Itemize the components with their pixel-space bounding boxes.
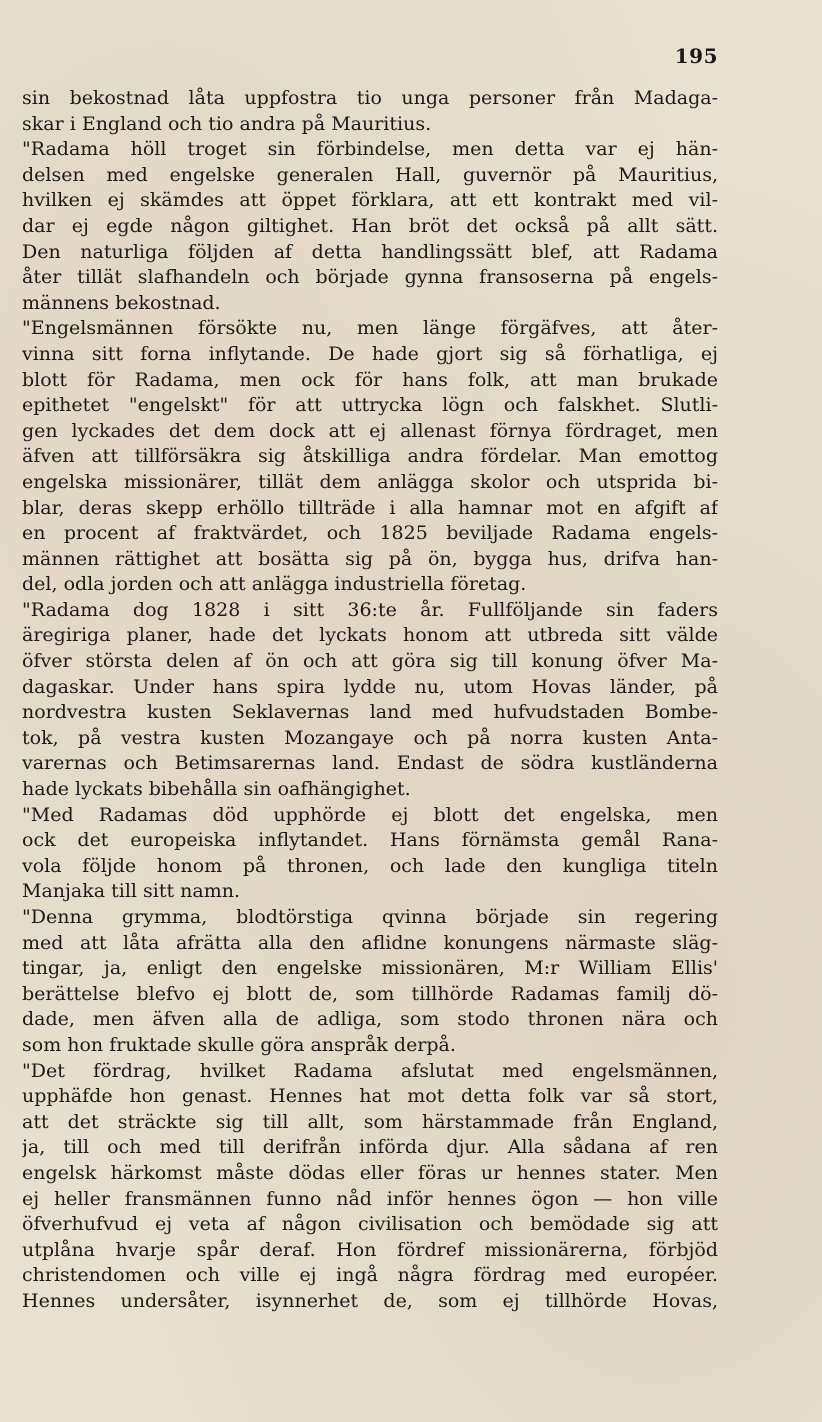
text-line: blar, deras skepp erhöllo tillträde i alla hamnar mot en afgift af: [22, 496, 718, 519]
text-line: Hennes undersåter, isynnerhet de, som ej tillhörde Hovas,: [22, 1289, 718, 1312]
text-line: "Radama dog 1828 i sitt 36:te år. Fullföljande sin faders: [22, 598, 718, 621]
text-line: Den naturliga följden af detta handlingssätt blef, att Radama: [22, 240, 718, 263]
text-line: vola följde honom på thronen, och lade den kungliga titeln: [22, 854, 718, 877]
body-text: [22, 86, 718, 1315]
text-line: varernas och Betimsarernas land. Endast de södra kustländerna: [22, 752, 718, 775]
text-line: dagaskar. Under hans spira lydde nu, utom Hovas länder, på: [22, 675, 718, 698]
text-line: blott för Radama, men ock för hans folk, att man brukade: [22, 368, 718, 391]
text-line: epithetet "engelskt" för att uttrycka lögn och falskhet. Slutli-: [22, 394, 718, 417]
text-line: engelsk härkomst måste dödas eller föras ur hennes stater. Men: [22, 1161, 718, 1184]
text-line: "Denna grymma, blodtörstiga qvinna började sin regering: [22, 906, 718, 928]
text-line: äregiriga planer, hade det lyckats honom att utbreda sitt välde: [22, 624, 718, 647]
text-line: delsen med engelske generalen Hall, guvernör på Mauritius,: [22, 163, 718, 186]
text-line: att det sträckte sig till allt, som härstammade från England,: [22, 1110, 718, 1133]
text-line: sin bekostnad låta uppfostra tio unga personer från Madaga-: [22, 87, 718, 109]
text-line: skar i England och tio andra på Mauritius.: [22, 112, 432, 135]
text-line: dar ej egde någon giltighet. Han bröt det också på allt sätt.: [22, 214, 718, 237]
page-number: 195: [674, 44, 718, 68]
text-line: som hon fruktade skulle göra anspråk derpå.: [22, 1033, 456, 1056]
text-line: Manjaka till sitt namn.: [22, 880, 241, 903]
text-line: ej heller fransmännen funno nåd inför hennes ögon — hon ville: [22, 1187, 718, 1210]
text-line: nordvestra kusten Seklavernas land med hufvudstaden Bombe-: [22, 701, 718, 724]
text-line: utplåna hvarje spår deraf. Hon fördref missionärerna, förbjöd: [22, 1238, 718, 1261]
text-line: "Med Radamas död upphörde ej blott det engelska, men: [22, 803, 718, 826]
text-line: ock det europeiska inflytandet. Hans förnämsta gemål Rana-: [22, 829, 718, 852]
text-line: en procent af fraktvärdet, och 1825 beviljade Radama engels-: [22, 522, 718, 545]
text-line: tok, på vestra kusten Mozangaye och på norra kusten Anta-: [22, 726, 718, 749]
text-line: vinna sitt forna inflytande. De hade gjort sig så förhatliga, ej: [22, 342, 718, 365]
text-line: med att låta afrätta alla den aflidne konungens närmaste släg-: [22, 931, 718, 954]
text-line: männens bekostnad.: [22, 291, 221, 314]
text-line: "Det fördrag, hvilket Radama afslutat med engelsmännen,: [22, 1059, 718, 1082]
text-line: hade lyckats bibehålla sin oafhängighet.: [22, 778, 411, 801]
text-line: åter tillät slafhandeln och började gynna fransoserna på engels-: [22, 266, 718, 289]
text-line: christendomen och ville ej ingå några fördrag med européer.: [22, 1264, 718, 1287]
text-line: äfven att tillförsäkra sig åtskilliga andra fördelar. Man emottog: [22, 445, 718, 468]
text-line: "Engelsmännen försökte nu, men länge förgäfves, att åter-: [22, 317, 718, 340]
text-line: engelska missionärer, tillät dem anlägga skolor och utsprida bi-: [22, 470, 718, 493]
text-line: "Radama höll troget sin förbindelse, men detta var ej hän-: [22, 138, 718, 161]
text-line: upphäfde hon genast. Hennes hat mot detta folk var så stort,: [22, 1085, 718, 1108]
text-line: del, odla jorden och att anlägga industriella företag.: [22, 573, 527, 596]
text-line: hvilken ej skämdes att öppet förklara, att ett kontrakt med vil-: [22, 189, 718, 212]
text-line: dade, men äfven alla de adliga, som stodo thronen nära och: [22, 1008, 718, 1031]
text-line: männen rättighet att bosätta sig på ön, bygga hus, drifva han-: [22, 547, 718, 570]
text-line: berättelse blefvo ej blott de, som tillhörde Radamas familj dö-: [22, 982, 718, 1005]
text-line: öfver största delen af ön och att göra sig till konung öfver Ma-: [22, 650, 718, 673]
text-line: ja, till och med till derifrån införda djur. Alla sådana af ren: [22, 1136, 718, 1159]
text-line: öfverhufvud ej veta af någon civilisation och bemödade sig att: [22, 1213, 718, 1236]
text-line: tingar, ja, enligt den engelske missionären, M:r William Ellis': [22, 957, 718, 980]
text-line: gen lyckades det dem dock att ej allenast förnya fördraget, men: [22, 419, 718, 442]
